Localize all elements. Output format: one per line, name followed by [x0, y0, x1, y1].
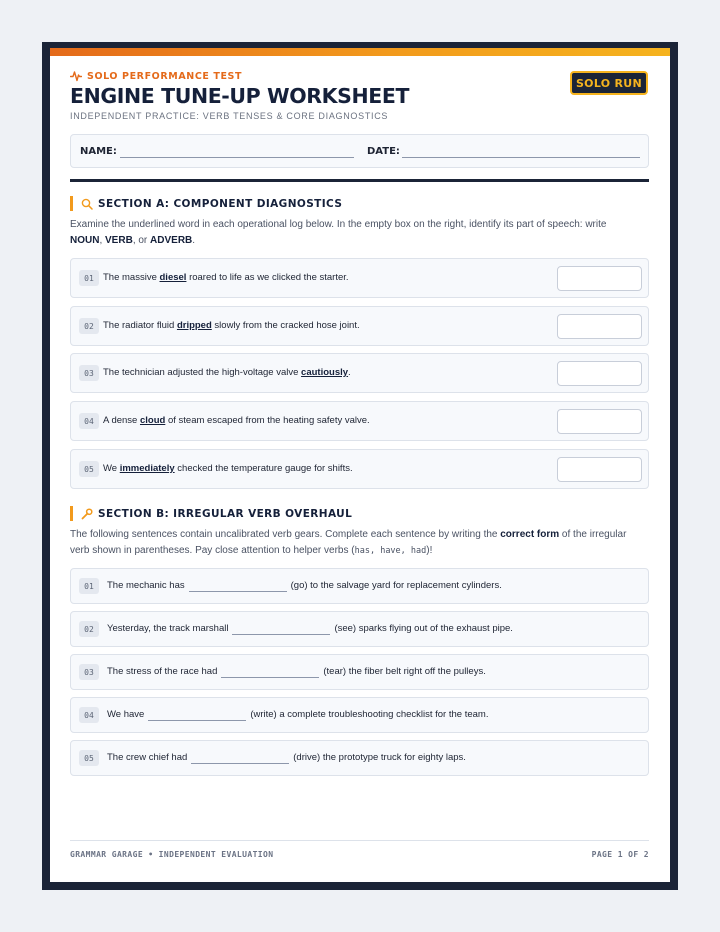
- worksheet-page: [50, 48, 670, 882]
- option-verb: VERB: [105, 234, 133, 246]
- sentence-end: roared to life as we clicked the starter.: [186, 272, 349, 283]
- question-number: 02: [79, 621, 99, 637]
- option-noun: NOUN: [70, 234, 100, 246]
- target-word: immediately: [119, 463, 175, 474]
- sentence-start: The technician adjusted the high-voltage valve: [103, 367, 302, 378]
- question-text: [107, 580, 502, 592]
- answer-box[interactable]: [557, 314, 642, 339]
- section-a-header: [70, 196, 342, 211]
- section-divider: [70, 179, 649, 182]
- question-number: 02: [79, 318, 99, 334]
- answer-box[interactable]: [557, 266, 642, 291]
- instr-sep: , or: [132, 234, 151, 246]
- kicker: [70, 70, 242, 82]
- search-icon: [81, 198, 93, 210]
- answer-box[interactable]: [557, 409, 642, 434]
- pulse-icon: [70, 70, 82, 82]
- kicker-text: SOLO PERFORMANCE TEST: [87, 70, 243, 82]
- target-word: cloud: [139, 415, 166, 426]
- sentence-end: checked the temperature gauge for shifts.: [174, 463, 353, 474]
- question-number: 01: [79, 578, 99, 594]
- question-row: [70, 568, 649, 604]
- name-label: NAME:: [80, 146, 117, 157]
- answer-blank[interactable]: [189, 580, 287, 592]
- question-row: [70, 401, 649, 441]
- question-row: [70, 697, 649, 733]
- question-text: [107, 709, 488, 721]
- page-subtitle: INDEPENDENT PRACTICE: VERB TENSES & CORE DIAGNOSTICS: [70, 111, 389, 121]
- helper-verbs-code: has, have, had: [354, 545, 427, 556]
- instr-sep: ,: [99, 234, 106, 246]
- section-a-instructions: [70, 217, 655, 248]
- question-number: 05: [79, 750, 99, 766]
- answer-blank[interactable]: [232, 623, 330, 635]
- question-number: 05: [79, 461, 99, 477]
- question-number: 03: [79, 365, 99, 381]
- instr-text: )!: [426, 544, 433, 556]
- sentence-end: slowly from the cracked hose joint.: [211, 320, 360, 331]
- sentence-end: (go) to the salvage yard for replacement cylinders.: [290, 580, 502, 591]
- sentence-start: Yesterday, the track marshall: [107, 623, 229, 634]
- sentence-start: The massive: [103, 272, 160, 283]
- instr-text: verb shown in parentheses. Pay close attention to helper verbs (: [70, 544, 355, 556]
- question-number: 01: [79, 270, 99, 286]
- question-text: [107, 752, 466, 764]
- section-a-title: SECTION A: COMPONENT DIAGNOSTICS: [98, 197, 343, 210]
- sentence-end: .: [348, 367, 351, 378]
- instr-emphasis: correct form: [500, 529, 560, 540]
- answer-blank[interactable]: [191, 752, 289, 764]
- sentence-end: of steam escaped from the heating safety valve.: [165, 415, 370, 426]
- section-b-instructions: [70, 527, 655, 559]
- question-row: [70, 654, 649, 690]
- sentence-start: We have: [107, 709, 145, 720]
- solo-run-badge: SOLO RUN: [570, 71, 648, 95]
- question-number: 04: [79, 413, 99, 429]
- question-text: [103, 320, 360, 331]
- sentence-end: (see) sparks flying out of the exhaust pipe.: [334, 623, 513, 634]
- page-title: ENGINE TUNE-UP WORKSHEET: [70, 84, 410, 108]
- sentence-start: A dense: [103, 415, 140, 426]
- date-field[interactable]: [402, 157, 640, 158]
- answer-blank[interactable]: [148, 709, 246, 721]
- question-number: 03: [79, 664, 99, 680]
- section-b-accent-bar: [70, 506, 73, 521]
- target-word: diesel: [159, 272, 187, 283]
- answer-box[interactable]: [557, 361, 642, 386]
- question-row: [70, 353, 649, 393]
- sentence-start: We: [103, 463, 120, 474]
- sentence-end: (tear) the fiber belt right off the pulleys.: [323, 666, 486, 677]
- page-number: PAGE 1 OF 2: [591, 850, 649, 859]
- question-row: [70, 306, 649, 346]
- question-row: [70, 258, 649, 298]
- instr-text: of the irregular: [559, 529, 627, 540]
- instr-text: The following sentences contain uncalibrated verb gears. Complete each sentence by writing the: [70, 529, 501, 540]
- top-accent-bar: [50, 48, 670, 56]
- question-row: [70, 740, 649, 776]
- sentence-start: The radiator fluid: [103, 320, 177, 331]
- sentence-start: The mechanic has: [107, 580, 185, 591]
- section-a-accent-bar: [70, 196, 73, 211]
- question-text: [107, 666, 486, 678]
- target-word: cautiously: [301, 367, 349, 378]
- student-info-box: [70, 134, 649, 168]
- sentence-end: (write) a complete troubleshooting checklist for the team.: [250, 709, 489, 720]
- sentence-start: The crew chief had: [107, 752, 188, 763]
- question-text: [103, 463, 353, 474]
- footer-rule: [70, 840, 649, 841]
- question-text: [103, 415, 370, 426]
- wrench-icon: [81, 508, 93, 520]
- instr-end: .: [192, 234, 196, 246]
- option-adverb: ADVERB: [150, 234, 193, 246]
- name-field[interactable]: [120, 157, 354, 158]
- date-label: DATE:: [367, 146, 400, 157]
- question-row: [70, 611, 649, 647]
- answer-blank[interactable]: [221, 666, 319, 678]
- question-text: [103, 367, 351, 378]
- instr-text: Examine the underlined word in each operational log below. In the empty box on the right, identify its part of speech: write: [70, 219, 607, 230]
- footer-left: GRAMMAR GARAGE • INDEPENDENT EVALUATION: [70, 850, 274, 859]
- section-b-header: [70, 506, 352, 521]
- question-text: [103, 272, 349, 283]
- question-text: [107, 623, 513, 635]
- target-word: dripped: [176, 320, 212, 331]
- section-b-title: SECTION B: IRREGULAR VERB OVERHAUL: [98, 507, 353, 520]
- answer-box[interactable]: [557, 457, 642, 482]
- question-number: 04: [79, 707, 99, 723]
- sentence-end: (drive) the prototype truck for eighty laps.: [293, 752, 466, 763]
- question-row: [70, 449, 649, 489]
- sentence-start: The stress of the race had: [107, 666, 218, 677]
